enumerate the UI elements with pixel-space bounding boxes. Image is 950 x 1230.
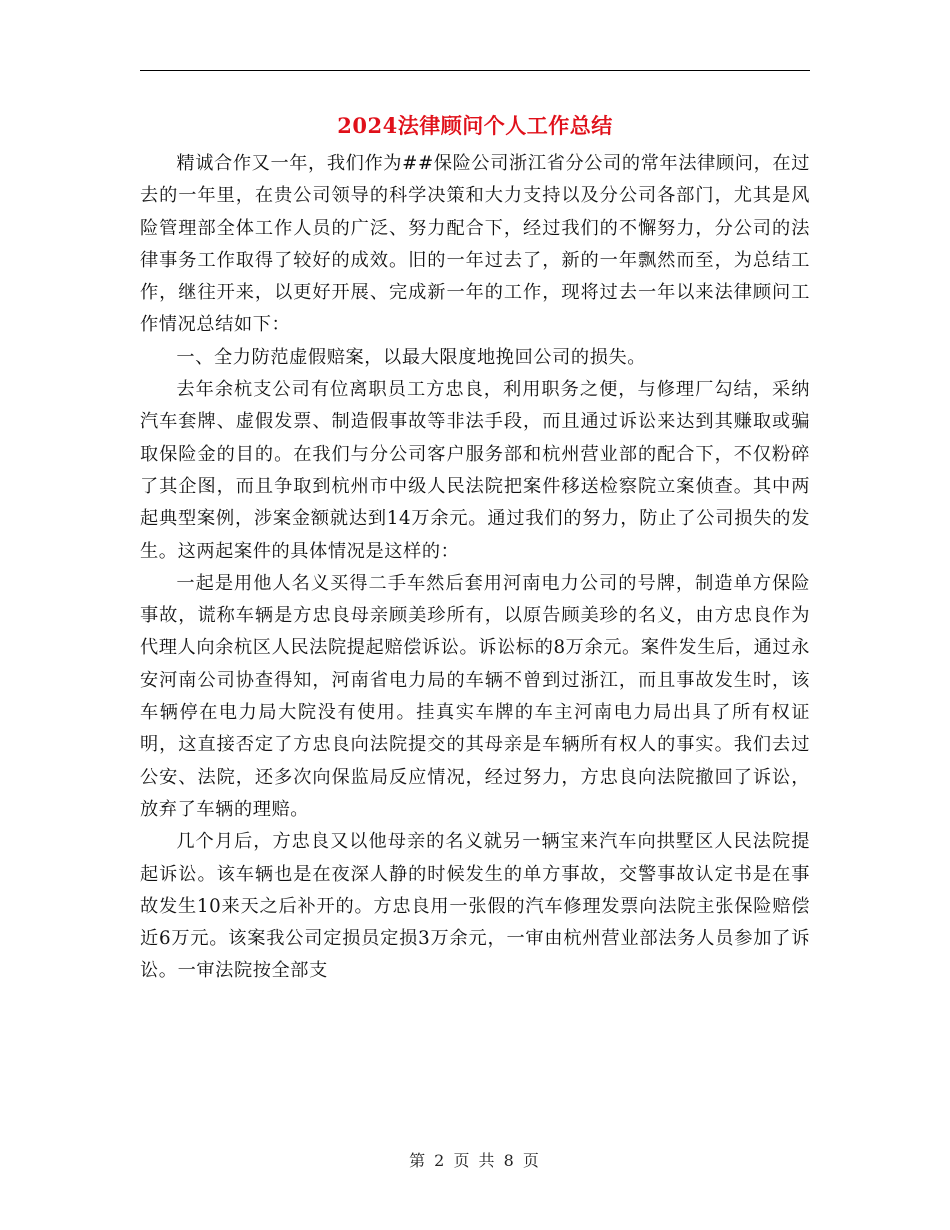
paragraph-case-one: 一起是用他人名义买得二手车然后套用河南电力公司的号牌，制造单方保险事故，谎称车辆是方忠良母亲顾美珍所有，以原告顾美珍的名义，由方忠良作为代理人向余杭区人民法院提起赔偿诉讼。诉讼标的8万余元。案件发生后，通过永安河南公司协查得知，河南省电力局的车辆不曾到过浙江，而且事故发生时，该车辆停在电力局大院没有使用。挂真实车牌的车主河南电力局出具了所有权证明，这直接否定了方忠良向法院提交的其母亲是车辆所有权人的事实。我们去过公安、法院，还多次向保监局反应情况，经过努力，方忠良向法院撤回了诉讼，放弃了车辆的理赔。 [140, 572, 810, 820]
document-body [140, 148, 810, 988]
paragraph-intro: 精诚合作又一年，我们作为##保险公司浙江省分公司的常年法律顾问，在过去的一年里，在贵公司领导的科学决策和大力支持以及分公司各部门，尤其是风险管理部全体工作人员的广泛、努力配合下，经过我们的不懈努力，分公司的法律事务工作取得了较好的成效。旧的一年过去了，新的一年飘然而至，为总结工作，继往开来，以更好开展、完成新一年的工作，现将过去一年以来法律顾问工作情况总结如下： [140, 153, 810, 336]
page-number-footer: 第 2 页 共 8 页 [409, 1151, 541, 1170]
paragraph-case-overview: 去年余杭支公司有位离职员工方忠良，利用职务之便，与修理厂勾结，采纳汽车套牌、虚假发票、制造假事故等非法手段，而且通过诉讼来达到其赚取或骗取保险金的目的。在我们与分公司客户服务部和杭州营业部的配合下，不仅粉碎了其企图，而且争取到杭州市中级人民法院把案件移送检察院立案侦查。其中两起典型案例，涉案金额就达到14万余元。通过我们的努力，防止了公司损失的发生。这两起案件的具体情况是这样的： [140, 379, 810, 562]
paragraph-section-heading: 一、全力防范虚假赔案，以最大限度地挽回公司的损失。 [176, 346, 647, 368]
header-rule [140, 70, 810, 71]
document-title: 2024法律顾问个人工作总结 [337, 113, 613, 138]
paragraph-case-two: 几个月后，方忠良又以他母亲的名义就另一辆宝来汽车向拱墅区人民法院提起诉讼。该车辆也是在夜深人静的时候发生的单方事故，交警事故认定书是在事故发生10来天之后补开的。方忠良用一张假的汽车修理发票向法院主张保险赔偿近6万元。该案我公司定损员定损3万余元，一审由杭州营业部法务人员参加了诉讼。一审法院按全部支 [140, 831, 810, 982]
